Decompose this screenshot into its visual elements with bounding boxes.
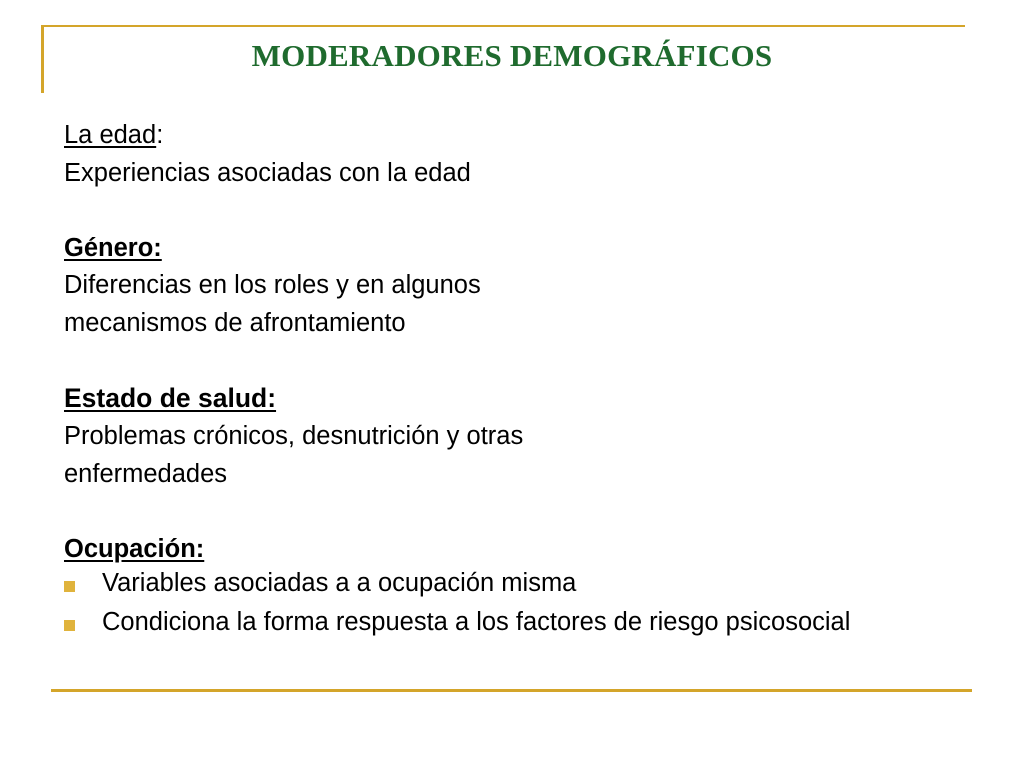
bullet-text: Variables asociadas a a ocupación misma xyxy=(102,569,577,597)
age-heading-colon: : xyxy=(156,121,164,149)
square-bullet-icon xyxy=(64,620,75,631)
gender-description-line-2: mecanismos de afrontamiento xyxy=(64,308,406,337)
section-gender-heading xyxy=(64,230,964,268)
spacer xyxy=(64,192,964,230)
list-item xyxy=(64,607,922,637)
health-description-line-1: Problemas crónicos, desnutrición y otras xyxy=(64,422,524,450)
gender-heading-label: Género: xyxy=(64,233,162,262)
section-age-heading xyxy=(64,117,964,155)
square-bullet-icon xyxy=(64,581,75,592)
slide-content xyxy=(64,117,964,646)
bullet-text: Condiciona la forma respuesta a los factores de riesgo psicosocial xyxy=(102,608,851,636)
age-heading-label: La edad xyxy=(64,121,157,149)
health-description-line-2: enfermedades xyxy=(64,459,228,488)
bottom-rule xyxy=(51,689,972,692)
slide-title: MODERADORES DEMOGRÁFICOS xyxy=(251,38,773,73)
section-occupation-heading xyxy=(64,531,964,569)
section-health-heading xyxy=(64,380,964,419)
spacer xyxy=(64,493,964,531)
age-description: Experiencias asociadas con la edad xyxy=(64,158,471,187)
spacer xyxy=(64,342,964,380)
health-heading-label: Estado de salud: xyxy=(64,382,277,413)
list-item xyxy=(64,568,922,598)
top-rule xyxy=(41,25,965,27)
gender-description-line-1: Diferencias en los roles y en algunos xyxy=(64,271,481,299)
occupation-bullet-list xyxy=(64,568,964,637)
occupation-heading-label: Ocupación: xyxy=(64,534,205,563)
